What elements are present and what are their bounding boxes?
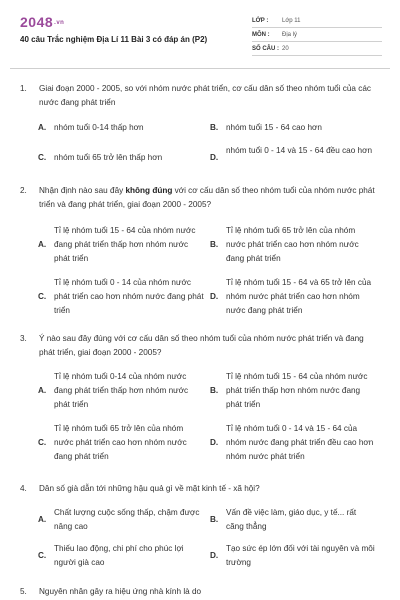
option-text: Tỉ lệ nhóm tuổi 0-14 của nhóm nước đang phát triển thấp hơn nhóm nước phát triển: [54, 372, 189, 409]
option-text: Thiếu lao động, chi phí cho phúc lợi người già cao: [54, 544, 184, 567]
question-text: Nguyên nhân gây ra hiệu ứng nhà kính là do: [39, 587, 202, 596]
option-letter: B.: [210, 123, 219, 132]
option-letter: D.: [210, 438, 219, 447]
option-text: nhóm tuổi 0 - 14 và 15 - 64 đều cao hơn: [226, 146, 373, 155]
option-letter: B.: [210, 240, 219, 249]
option-text: Tỉ lệ nhóm tuổi 15 - 64 của nhóm nước đang phát triển thấp hơn nhóm nước phát triển: [54, 226, 196, 263]
option-letter: C.: [38, 292, 47, 301]
question-text: [39, 184, 379, 212]
question-text-emphasis: không đúng: [125, 186, 173, 195]
option-text: Tạo sức ép lớn đối với tài nguyên và môi trường: [226, 544, 375, 567]
site-logo[interactable]: [20, 14, 64, 30]
meta-value: Lớp 11: [282, 17, 301, 24]
option-text: Tỉ lệ nhóm tuổi 15 - 64 của nhóm nước phát triển thấp hơn nhóm nước đang phát triển: [226, 372, 368, 409]
option-letter: A.: [38, 123, 47, 132]
document-meta: [252, 14, 382, 56]
option-text: nhóm tuổi 65 trở lên thấp hơn: [54, 153, 163, 162]
question-text-part: Nhận định nào sau đây: [39, 186, 126, 195]
question-text-part: với cơ cấu dân số theo nhóm tuổi của nhóm nước phát triển và đang phát triển, giai đoạn 2000 - 2005?: [39, 186, 375, 209]
logo-text: 2048: [20, 14, 54, 30]
option-letter: C.: [38, 438, 47, 447]
option-text: Tỉ lệ nhóm tuổi 15 - 64 và 65 trở lên của nhóm nước phát triển cao hơn nhóm nước đang phát triển: [226, 278, 372, 315]
option-letter: C.: [38, 153, 47, 162]
option-text: Tỉ lệ nhóm tuổi 65 trở lên của nhóm nước phát triển cao hơn nhóm nước đang phát triển: [226, 226, 359, 263]
meta-row-count: [252, 42, 382, 56]
option-text: Chất lượng cuộc sống thấp, chậm được nâng cao: [54, 508, 200, 531]
question-number: 1.: [20, 84, 27, 93]
question-number: 5.: [20, 587, 27, 596]
meta-value: 20: [282, 45, 289, 52]
meta-row-class: [252, 14, 382, 28]
meta-value: Địa lý: [282, 31, 298, 38]
question-text: Giai đoạn 2000 - 2005, so với nhóm nước phát triển, cơ cấu dân số theo nhóm tuổi của các nước đang phát triển: [39, 84, 371, 107]
question-number: 2.: [20, 186, 27, 195]
meta-key: SỐ CÂU :: [252, 45, 279, 52]
meta-key: LỚP :: [252, 17, 269, 24]
option-letter: C.: [38, 551, 47, 560]
question-text: Dân số già dẫn tới những hậu quả gì về mặt kinh tế - xã hội?: [39, 484, 260, 493]
option-letter: D.: [210, 153, 219, 162]
option-text: nhóm tuổi 15 - 64 cao hơn: [226, 123, 322, 132]
option-text: Tỉ lệ nhóm tuổi 0 - 14 và 15 - 64 của nhóm nước đang phát triển đều cao hơn nhóm nước phát triển: [226, 424, 374, 461]
question-text: Ý nào sau đây đúng với cơ cấu dân số theo nhóm tuổi của nhóm nước phát triển và đang phát triển, giai đoạn 2000 - 2005?: [39, 334, 364, 357]
logo-domain: .vn: [54, 20, 65, 27]
meta-key: MÔN :: [252, 31, 270, 38]
option-letter: B.: [210, 515, 219, 524]
meta-row-subject: [252, 28, 382, 42]
option-letter: A.: [38, 240, 47, 249]
question-number: 4.: [20, 484, 27, 493]
option-letter: B.: [210, 386, 219, 395]
header-divider: [10, 68, 390, 69]
option-letter: D.: [210, 292, 219, 301]
option-text: Vấn đề việc làm, giáo dục, y tế... rất căng thẳng: [226, 508, 357, 531]
option-letter: D.: [210, 551, 219, 560]
option-text: nhóm tuổi 0-14 thấp hơn: [54, 123, 144, 132]
option-text: Tỉ lệ nhóm tuổi 0 - 14 của nhóm nước phát triển cao hơn nhóm nước đang phát triển: [54, 278, 204, 315]
question-number: 3.: [20, 334, 27, 343]
option-letter: A.: [38, 515, 47, 524]
page-header: [0, 0, 400, 70]
option-text: Tỉ lệ nhóm tuổi 65 trở lên của nhóm nước phát triển cao hơn nhóm nước đang phát triển: [54, 424, 187, 461]
document-title: 40 câu Trắc nghiệm Địa Lí 11 Bài 3 có đáp án (P2): [20, 35, 208, 44]
option-letter: A.: [38, 386, 47, 395]
